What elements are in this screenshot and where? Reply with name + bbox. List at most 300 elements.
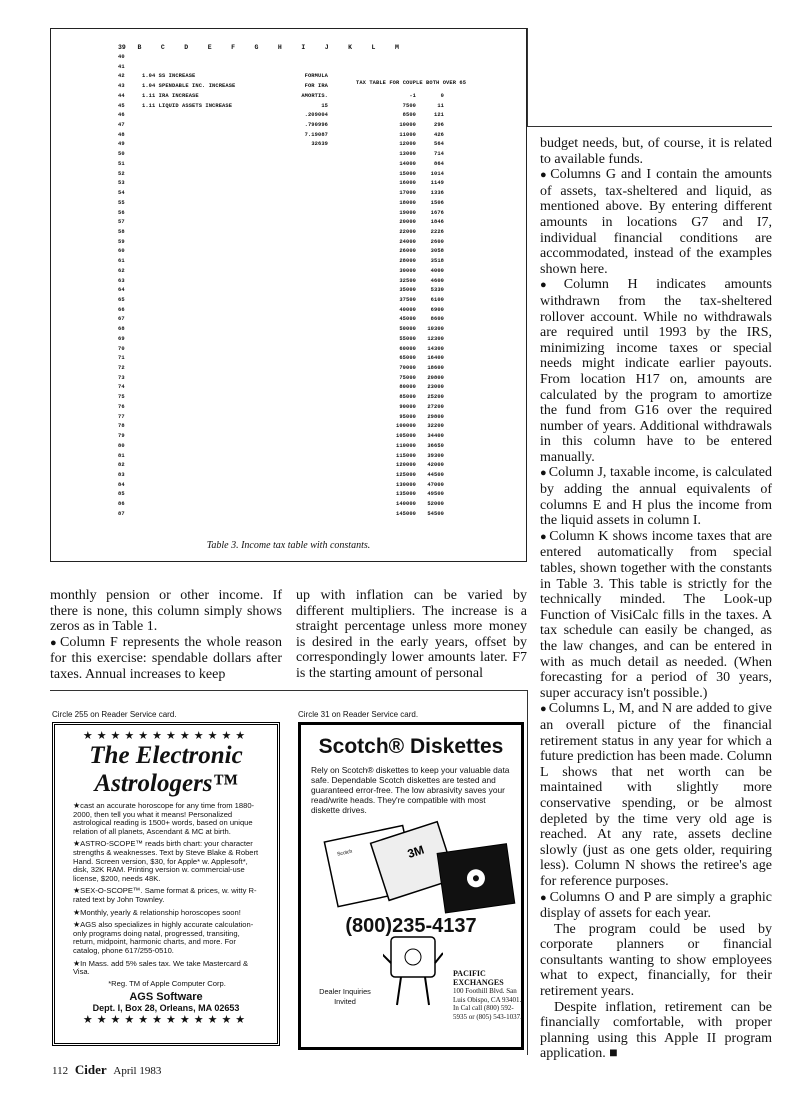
table-cell [284, 422, 328, 431]
table-cell [284, 383, 328, 392]
table-cell [142, 267, 282, 276]
paragraph-text: Column J, taxable income, is calculated by adding the annual equivalents of columns E and H plus the income from the liquid assets in column I. [540, 465, 772, 529]
table-cell [142, 121, 282, 130]
table-cell [284, 296, 328, 305]
table-cell: 110000 [395, 442, 416, 449]
table-cell [284, 247, 328, 256]
table-cell [142, 471, 282, 480]
page-number: 112 [52, 1065, 69, 1077]
table-cell: 40000 [399, 306, 416, 313]
ad1-title-line2: Astrologers™ [94, 770, 238, 797]
table-cell: 1.11 IRA INCREASE [142, 92, 199, 99]
table-cell: 55 [118, 199, 125, 206]
table-cell: 1.11 LIQUID ASSETS INCREASE [142, 102, 233, 109]
left-column-text [50, 588, 282, 683]
table-cell: 1.04 SS INCREASE [142, 73, 196, 80]
paragraph-bullet [50, 635, 282, 683]
table-cell: 20800 [427, 374, 444, 381]
paragraph [540, 1000, 772, 1062]
table-cell [142, 364, 282, 373]
paragraph [540, 890, 772, 922]
table-cell: 1014 [430, 170, 444, 177]
table-cell [142, 461, 282, 470]
table-cell: 145000 [395, 510, 416, 517]
table-cell [142, 209, 282, 218]
table-cell: 49500 [427, 491, 444, 498]
table-cell: 16000 [399, 180, 416, 187]
table-cell: 34400 [427, 433, 444, 440]
table-cell [284, 218, 328, 227]
ad2-title: Scotch® Diskettes [318, 735, 504, 758]
paragraph [540, 529, 772, 702]
paragraph-text: Columns O and P are simply a graphic display of assets for each year. [540, 889, 772, 922]
table-cell: 32639 [311, 141, 328, 148]
table-cell: 4600 [430, 277, 444, 284]
table-cell: 49 [118, 141, 125, 148]
table-cell [418, 82, 444, 91]
table-cell: 69 [118, 335, 125, 342]
table-cell: 50 [118, 151, 125, 158]
table-cell: 56 [118, 209, 125, 216]
table-cell [284, 510, 328, 519]
table-cell: 74 [118, 384, 125, 391]
table-cell: 65000 [399, 355, 416, 362]
table-cell [284, 267, 328, 276]
table-cell: 864 [433, 160, 444, 167]
table-cell [142, 422, 282, 431]
table-cell: 54 [118, 190, 125, 197]
table-cell: 130000 [395, 481, 416, 488]
paragraph: monthly pension or other income. If there is none, this column simply shows zeros as in Table 1. [50, 588, 282, 635]
table-cell: 100000 [395, 423, 416, 430]
diskettes-illustration [301, 819, 521, 915]
table-cell: 37500 [399, 297, 416, 303]
ad2-dealer: Dealer Inquiries Invited [319, 987, 371, 1006]
table-cell: 15000 [399, 170, 416, 177]
table-cell [142, 53, 282, 62]
table-cell: 95000 [399, 413, 416, 420]
table-cell [284, 335, 328, 344]
table-cell: 19000 [399, 209, 416, 216]
table-cell: 75000 [399, 374, 416, 381]
table-cell: 44 [118, 92, 125, 99]
table-cell [284, 364, 328, 373]
table-cell [142, 296, 282, 305]
ad-divider [50, 690, 527, 691]
right-column-text [540, 136, 772, 1062]
table-cell [142, 238, 282, 247]
table-cell [142, 481, 282, 490]
table-cell: 77 [118, 413, 125, 420]
table-cell: 8500 [402, 112, 416, 119]
table-cell [142, 403, 282, 412]
table-cell: 7.19087 [304, 131, 328, 138]
table-cell: 87 [118, 510, 125, 517]
table-cell [142, 432, 282, 441]
table-cell: 72 [118, 365, 125, 372]
table-cell [142, 442, 282, 451]
ad-scotch-diskettes [298, 722, 524, 1050]
table-cell: 57 [118, 219, 125, 226]
table-cell [380, 82, 416, 91]
table-cell: 1846 [430, 219, 444, 226]
paragraph-text: The program could be used by corporate planners or financial consultants wanting to show employees what to expect, financially, for their retirement years. [540, 921, 772, 1000]
table-cell [142, 170, 282, 179]
table-cell [142, 500, 282, 509]
table-cell [142, 63, 282, 72]
ad1-item: ★ SEX-O-SCOPE™. Same format & prices, w. witty R-rated text by John Townley. [73, 887, 261, 904]
table-cell [284, 413, 328, 422]
table-cell: 714 [433, 151, 444, 158]
table-cell: 1506 [430, 199, 444, 206]
table-cell [142, 490, 282, 499]
table-cell [284, 170, 328, 179]
mascot-icon [383, 933, 443, 1015]
table-cell: 52000 [427, 501, 444, 508]
table-cell [142, 257, 282, 266]
table-cell: 12300 [427, 335, 444, 342]
table-cell: 36650 [427, 442, 444, 449]
table-cell: 25200 [427, 394, 444, 401]
table-cell [142, 160, 282, 169]
table-cell: 45 [118, 102, 125, 109]
table-cell: 1336 [430, 190, 444, 197]
disk-label: Scotch [336, 848, 353, 858]
paragraph-text: Column H indicates amounts withdrawn from the tax-sheltered rollover account. While no withdrawals are required until 1993 by the IRS, minimizing income taxes or special needs might indicate earlier payouts. From location H17 on, amounts are calculated by the program to amortize the fund from G16 over the required number of years. Additional withdrawals in this column have to be entered manually. [540, 277, 772, 465]
table-cell [418, 72, 444, 81]
table-cell: 140000 [395, 501, 416, 508]
table-cell [142, 325, 282, 334]
table-cell [284, 228, 328, 237]
table-cell: 60000 [399, 345, 416, 352]
table-cell: 35000 [399, 287, 416, 294]
table-cell: 3518 [430, 258, 444, 265]
ad1-item: ★ ASTRO-SCOPE™ reads birth chart: your character strengths & weaknesses. Text by Steve Blake & Robert Hand. Screen version, $30, for Apple* w. Applesoft*, disk, 32K RAM. Printing version w. commercial-use license, $200, needs 48K. [73, 840, 261, 883]
table-cell: 7500 [402, 102, 416, 109]
ad1-item: ★ Monthly, yearly & relationship horoscopes soon! [73, 909, 261, 918]
table-cell: 24000 [399, 238, 416, 245]
table-cell [284, 432, 328, 441]
table-column-header: 39 B C D E F G H I J K L M [118, 44, 399, 51]
table-cell [142, 131, 282, 140]
table-cell [142, 218, 282, 227]
table-cell [284, 150, 328, 159]
table-cell: 125000 [395, 471, 416, 478]
table-cell: 121 [433, 112, 444, 119]
table-cell [142, 452, 282, 461]
table-cell: 63 [118, 277, 125, 284]
table-cell: 17000 [399, 190, 416, 197]
ad1-address: Dept. I, Box 28, Orleans, MA 02653 [92, 1003, 240, 1014]
table-cell: 60 [118, 248, 125, 255]
table-cell: 6100 [430, 297, 444, 303]
table-cell [142, 510, 282, 519]
paragraph [540, 922, 772, 1000]
table-cell [142, 247, 282, 256]
table-cell [142, 383, 282, 392]
table-cell: 10300 [427, 326, 444, 333]
table-cell: FORMULA [304, 73, 328, 80]
table-cell [418, 53, 444, 62]
table-cell: 11 [437, 102, 444, 109]
table-cell: 8600 [430, 316, 444, 323]
middle-column-text: up with inflation can be varied by different multipliers. The increase is a straight percentage unless more money is desired in the early years, offset by correspondingly lower amounts later. F7 is the starting amount of personal [296, 588, 527, 681]
table-cell: 1149 [430, 180, 444, 187]
table-cell [142, 150, 282, 159]
paragraph-text: Columns L, M, and N are added to give an overall picture of the financial retirement status in any year for which a future prediction has been made. Column L shows that net worth can be maintained with slightly more conservative spending, or be almost depleted by the time very old age is reached. At any rate, assets decline slowly (just as one gets older, requiring less). Column N shows the retiree's age for reference purposes. [540, 701, 772, 889]
table-cell: 27200 [427, 403, 444, 410]
table-cell: 28000 [399, 258, 416, 265]
table-cell: 115000 [395, 452, 416, 459]
table-cell [284, 315, 328, 324]
paragraph [540, 701, 772, 889]
table-cell: 135000 [395, 491, 416, 498]
table-cell: 61 [118, 258, 125, 265]
magazine-name: Cider [74, 1062, 107, 1077]
table-cell [284, 500, 328, 509]
table-cell: 84 [118, 481, 125, 488]
table-cell [380, 72, 416, 81]
table-cell [284, 461, 328, 470]
table-cell [142, 354, 282, 363]
pe-address: 100 Foothill Blvd. San Luis Obispo, CA 93401. In Cal call (800) 592-5935 or (805) 543-1037. [453, 987, 522, 1021]
table-cell: 86 [118, 501, 125, 508]
table-cell [142, 111, 282, 120]
table-cell: 65 [118, 297, 125, 303]
table-cell: 1676 [430, 209, 444, 216]
table-cell: 11000 [399, 131, 416, 138]
table-cell: 2226 [430, 228, 444, 235]
ad-electronic-astrologers [52, 722, 280, 1046]
table-cell [142, 189, 282, 198]
table-cell: 62 [118, 267, 125, 274]
table-cell: 44500 [427, 471, 444, 478]
table-cell: 32500 [399, 277, 416, 284]
table-cell: 564 [433, 141, 444, 148]
table-cell: 120000 [395, 462, 416, 469]
table-cell: 76 [118, 403, 125, 410]
table-cell: 78 [118, 423, 125, 430]
table-cell [142, 374, 282, 383]
table-cell [142, 228, 282, 237]
table-cell: 54500 [427, 510, 444, 517]
paragraph [540, 136, 772, 167]
ad1-trademark: *Reg. TM of Apple Computer Corp. [108, 978, 226, 988]
table-cell [142, 335, 282, 344]
ad2-reader-service: Circle 31 on Reader Service card. [298, 710, 419, 719]
table-cell: 41 [118, 63, 125, 70]
table-cell [284, 257, 328, 266]
table-cell: 79 [118, 433, 125, 440]
table-cell [284, 481, 328, 490]
table-cell [284, 490, 328, 499]
table-cell: 70000 [399, 365, 416, 372]
column-rule-horizontal [527, 126, 772, 127]
disk-brand: 3M [405, 842, 426, 862]
table-cell [284, 345, 328, 354]
table-cell [142, 199, 282, 208]
ad-column-rule [527, 690, 528, 1055]
table-cell: 22000 [399, 228, 416, 235]
ad2-phone: (800)235-4137 [345, 915, 477, 937]
table-cell [284, 286, 328, 295]
table-cell: 80000 [399, 384, 416, 391]
table-cell [284, 471, 328, 480]
table-cell: 18600 [427, 365, 444, 372]
table-cell: 85000 [399, 394, 416, 401]
table-cell: 4000 [430, 267, 444, 274]
table-cell: 64 [118, 287, 125, 294]
table-cell: 18000 [399, 199, 416, 206]
table-cell: 32200 [427, 423, 444, 430]
star-border-bottom: ★★★★★★★★★★★★ [82, 1013, 250, 1027]
table-cell: 80 [118, 442, 125, 449]
table-cell [284, 189, 328, 198]
ad1-item: ★ In Mass. add 5% sales tax. We take Mastercard & Visa. [73, 960, 261, 977]
table-cell: 70 [118, 345, 125, 352]
table-cell: 48 [118, 131, 125, 138]
table-cell [284, 209, 328, 218]
table-cell: 39300 [427, 452, 444, 459]
table-cell: 426 [433, 131, 444, 138]
table-cell: 82 [118, 462, 125, 469]
table-cell [284, 452, 328, 461]
pe-name: PACIFIC EXCHANGES [453, 969, 504, 987]
table-cell [284, 403, 328, 412]
tax-table-title: TAX TABLE FOR COUPLE BOTH OVER 65 [356, 80, 467, 86]
table-cell: 51 [118, 160, 125, 167]
table-cell: 12000 [399, 141, 416, 148]
paragraph-text: Columns G and I contain the amounts of assets, tax-sheltered and liquid, as mentioned above. By entering different amounts in locations G7 and I7, individual financial conditions are accommodated, instead of the examples shown here. [540, 167, 772, 277]
table-cell [142, 393, 282, 402]
table-cell: 6900 [430, 306, 444, 313]
table-cell [380, 53, 416, 62]
paragraph [540, 167, 772, 277]
table-cell: 50000 [399, 326, 416, 333]
table-cell: 105000 [395, 433, 416, 440]
ad1-reader-service: Circle 255 on Reader Service card. [52, 710, 177, 719]
table-cell: 67 [118, 316, 125, 323]
table-cell: 81 [118, 452, 125, 459]
star-border-top: ★★★★★★★★★★★★ [82, 729, 250, 742]
table-cell [142, 179, 282, 188]
table-cell: 85 [118, 491, 125, 498]
table-cell: 30000 [399, 267, 416, 274]
table-cell: 47000 [427, 481, 444, 488]
table-cell: .209004 [304, 112, 328, 119]
table-cell: 16400 [427, 355, 444, 362]
ad2-body: Rely on Scotch® diskettes to keep your valuable data safe. Dependable Scotch diskettes are tested and guaranteed error-free. The low abrasivity saves your read/write heads. They're compatible with most diskette drives. [311, 765, 510, 815]
column-rule [527, 28, 528, 126]
table-cell [284, 160, 328, 169]
table-caption: Table 3. Income tax table with constants. [206, 540, 371, 551]
table-cell [284, 179, 328, 188]
table-cell: 53 [118, 180, 125, 187]
bullet-text: Column F represents the whole reason for this exercise: spendable dollars after taxes. Annual increases to keep [50, 634, 282, 682]
table-cell [284, 306, 328, 315]
table-cell [284, 442, 328, 451]
table-cell [284, 325, 328, 334]
table-cell: 52 [118, 170, 125, 177]
table-cell [142, 345, 282, 354]
table-cell: 46 [118, 112, 125, 119]
table-cell [284, 374, 328, 383]
table-cell [284, 53, 328, 62]
table-cell: 29800 [427, 413, 444, 420]
pacific-exchanges [453, 969, 523, 1021]
page-footer [52, 1062, 161, 1078]
table-cell: AMORTIS. [301, 92, 328, 99]
table-cell [284, 393, 328, 402]
table-cell [284, 354, 328, 363]
ad1-item: ★ AGS also specializes in highly accurate calculation-only programs doing natal, progressed, transiting, return, midpoint, harmonic charts, and more. For catalog, phone 617/255-0510. [73, 921, 261, 955]
ad1-company: AGS Software [129, 991, 203, 1004]
paragraph [540, 465, 772, 528]
table-cell: 2600 [430, 238, 444, 245]
table-cell: 59 [118, 238, 125, 245]
table-cell: 14000 [399, 160, 416, 167]
table-cell [142, 140, 282, 149]
table-cell: FOR IRA [304, 83, 328, 90]
table-cell: 71 [118, 355, 125, 362]
table-cell: 1.04 SPENDABLE INC. INCREASE [142, 83, 236, 90]
paragraph [540, 277, 772, 465]
paragraph-text: Column K shows income taxes that are entered automatically from special tables, shown together with the constants in Table 3. This table is strictly for the technically minded. The Look-up Function of VisiCalc fills in the taxes. A tax schedule can easily be changed, as the law changes, and can be entered in with as much detail as needed. (When forecasting for a period of 30 years, super accuracy isn't possible.) [540, 528, 772, 701]
table-cell: 75 [118, 394, 125, 401]
table-cell: -1 [409, 92, 416, 99]
table-cell: 40 [118, 54, 125, 60]
table-cell: 47 [118, 122, 125, 129]
table-cell [284, 199, 328, 208]
table-cell: 10000 [399, 122, 416, 129]
table-cell [142, 315, 282, 324]
table-cell [142, 277, 282, 286]
table-cell [142, 306, 282, 315]
table-cell: 66 [118, 306, 125, 313]
table-cell: 55000 [399, 335, 416, 342]
table-cell: .790996 [304, 122, 328, 129]
paragraph-text: Despite inflation, retirement can be financially comfortable, with proper planning using this Apple II program application. ■ [540, 999, 772, 1062]
paragraph-text: budget needs, but, of course, it is related to available funds. [540, 136, 772, 167]
table-cell [142, 413, 282, 422]
table-cell: 14300 [427, 345, 444, 352]
table-cell: 26000 [399, 248, 416, 255]
ad1-items [55, 802, 277, 977]
table-cell: 73 [118, 374, 125, 381]
table-cell [142, 286, 282, 295]
table-cell: 15 [321, 102, 328, 109]
table-cell: 23000 [427, 384, 444, 391]
ad1-item: ★ cast an accurate horoscope for any time from 1880-2000, then tell you what it means! Personalized astrological reading is 1500+ words, based on unique relation of all planets, Ascendant & MC at birth. [73, 802, 261, 836]
table-cell: 43 [118, 83, 125, 90]
table-cell [284, 63, 328, 72]
ad1-title-line1: The Electronic [89, 742, 243, 769]
table-cell [380, 63, 416, 72]
table-cell [284, 238, 328, 247]
table-cell: 68 [118, 326, 125, 333]
table-cell: 3058 [430, 248, 444, 255]
table-cell: 42 [118, 73, 125, 80]
table-cell: 0 [440, 92, 444, 99]
table-cell: 13000 [399, 151, 416, 158]
table-cell [284, 277, 328, 286]
table-cell: 45000 [399, 316, 416, 323]
table-cell: 83 [118, 471, 125, 478]
table-cell [418, 63, 444, 72]
table-cell: 90000 [399, 403, 416, 410]
table-cell: 20000 [399, 219, 416, 226]
table-cell: 5330 [430, 287, 444, 294]
